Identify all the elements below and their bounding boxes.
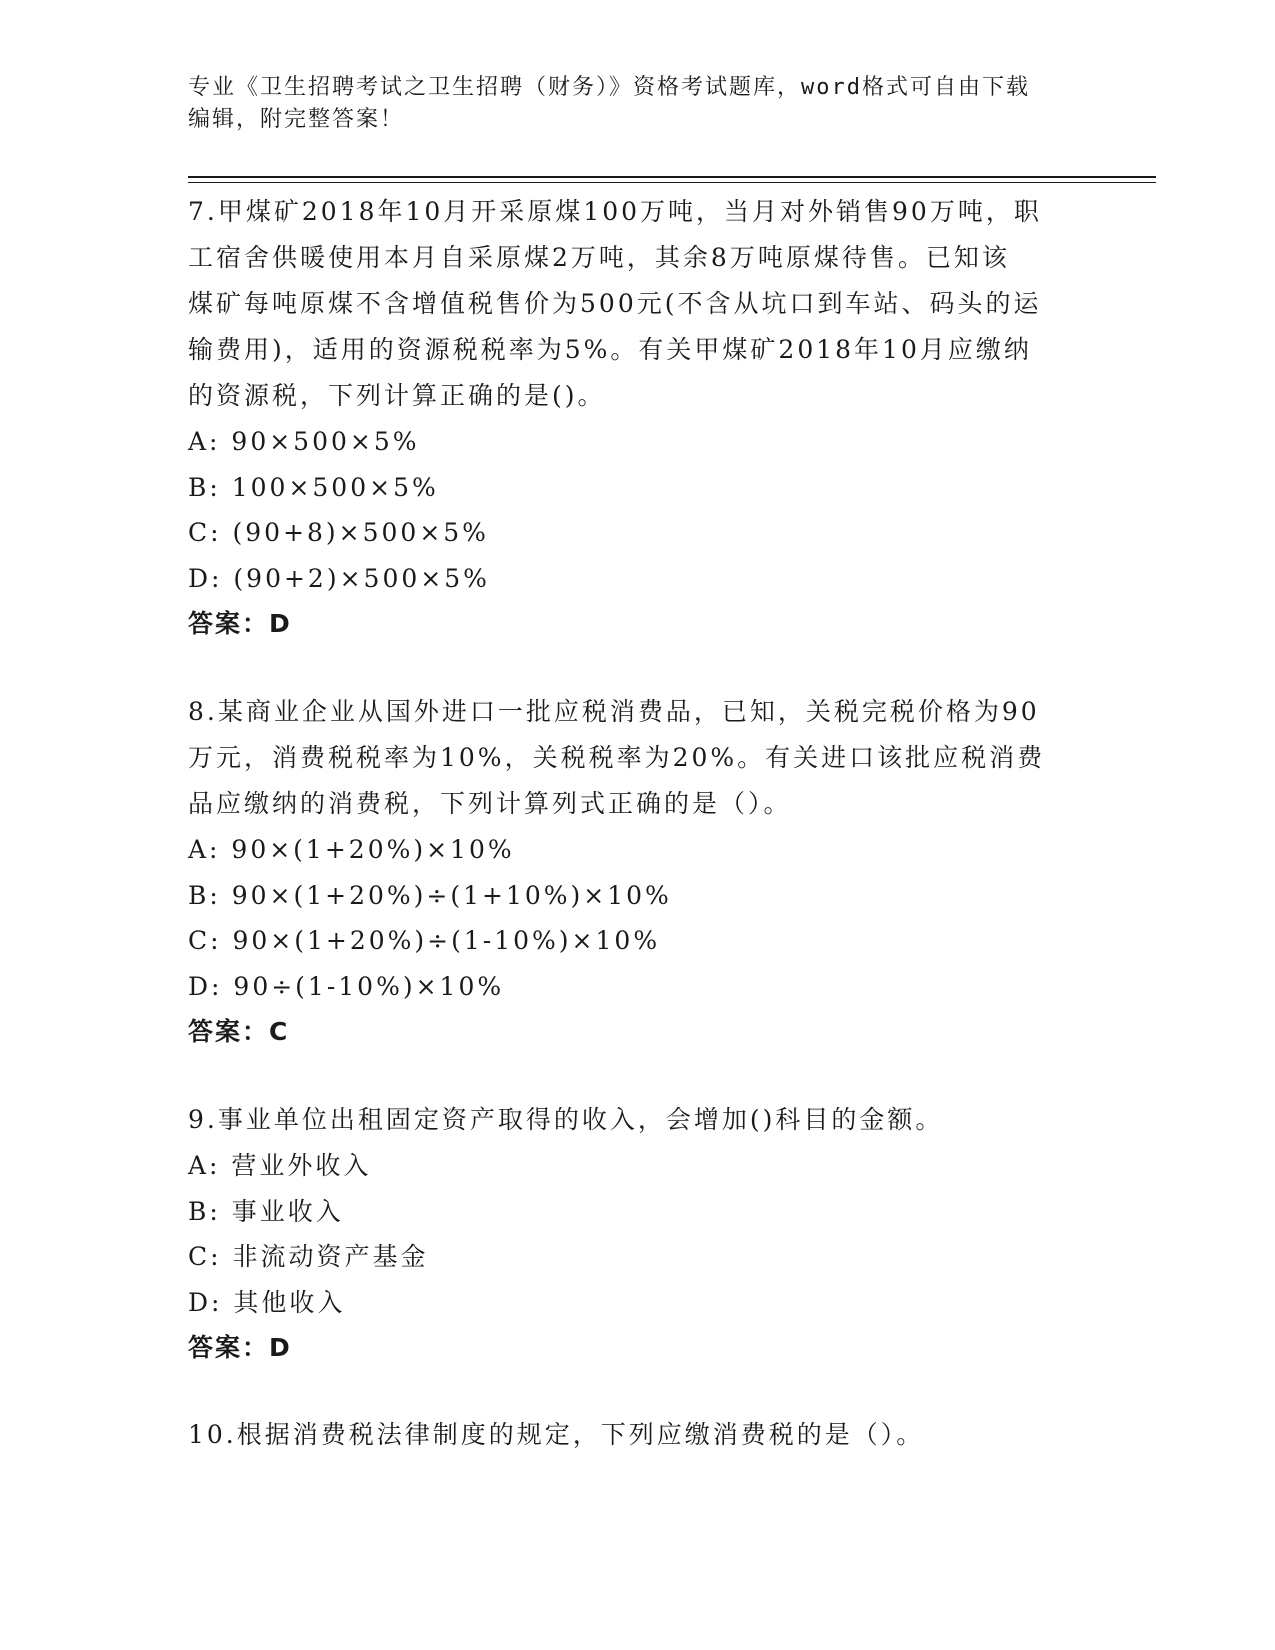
header-divider-thin — [188, 182, 1156, 183]
answer-line: 答案：C — [188, 1017, 290, 1046]
option-d: D: 90÷(1-10%)×10% — [188, 971, 505, 1001]
question-stem-line: 8.某商业企业从国外进口一批应税消费品，已知，关税完税价格为90 — [188, 697, 1040, 726]
option-c: C: 90×(1+20%)÷(1-10%)×10% — [188, 926, 661, 955]
option-c: C: 非流动资产基金 — [188, 1242, 429, 1271]
question-10 — [188, 1412, 1088, 1458]
document-header — [188, 72, 1088, 136]
option-a: A: 90×500×5% — [188, 427, 420, 456]
option-b: B: 100×500×5% — [188, 472, 439, 502]
question-stem-line: 10.根据消费税法律制度的规定，下列应缴消费税的是（）。 — [188, 1420, 925, 1449]
question-stem-line: 7.甲煤矿2018年10月开采原煤100万吨，当月对外销售90万吨，职 — [188, 197, 1042, 226]
question-stem-line: 煤矿每吨原煤不含增值税售价为500元(不含从坑口到车站、码头的运 — [188, 289, 1042, 318]
question-stem-line: 的资源税，下列计算正确的是()。 — [188, 381, 606, 410]
question-9 — [188, 1097, 1088, 1371]
option-c: C: (90+8)×500×5% — [188, 518, 489, 547]
question-8 — [188, 689, 1088, 1055]
option-a: A: 营业外收入 — [188, 1151, 372, 1180]
header-line: 专业《卫生招聘考试之卫生招聘（财务）》资格考试题库，word格式可自由下载 — [188, 75, 1030, 100]
option-b: B: 90×(1+20%)÷(1+10%)×10% — [188, 880, 672, 910]
header-line: 编辑，附完整答案！ — [188, 107, 405, 132]
option-d: D: 其他收入 — [188, 1287, 346, 1317]
header-divider — [188, 176, 1156, 178]
option-a: A: 90×(1+20%)×10% — [188, 835, 515, 864]
answer-line: 答案：D — [188, 1333, 292, 1362]
question-stem-line: 工宿舍供暖使用本月自采原煤2万吨，其余8万吨原煤待售。已知该 — [188, 243, 1010, 272]
option-b: B: 事业收入 — [188, 1196, 344, 1226]
option-d: D: (90+2)×500×5% — [188, 563, 490, 593]
question-stem-line: 万元，消费税税率为10%，关税税率为20%。有关进口该批应税消费 — [188, 743, 1046, 772]
question-stem-line: 输费用)，适用的资源税税率为5%。有关甲煤矿2018年10月应缴纳 — [188, 335, 1032, 364]
question-7 — [188, 189, 1088, 647]
question-stem-line: 9.事业单位出租固定资产取得的收入，会增加()科目的金额。 — [188, 1105, 944, 1134]
question-stem-line: 品应缴纳的消费税，下列计算列式正确的是（）。 — [188, 789, 792, 818]
answer-line: 答案：D — [188, 609, 292, 638]
